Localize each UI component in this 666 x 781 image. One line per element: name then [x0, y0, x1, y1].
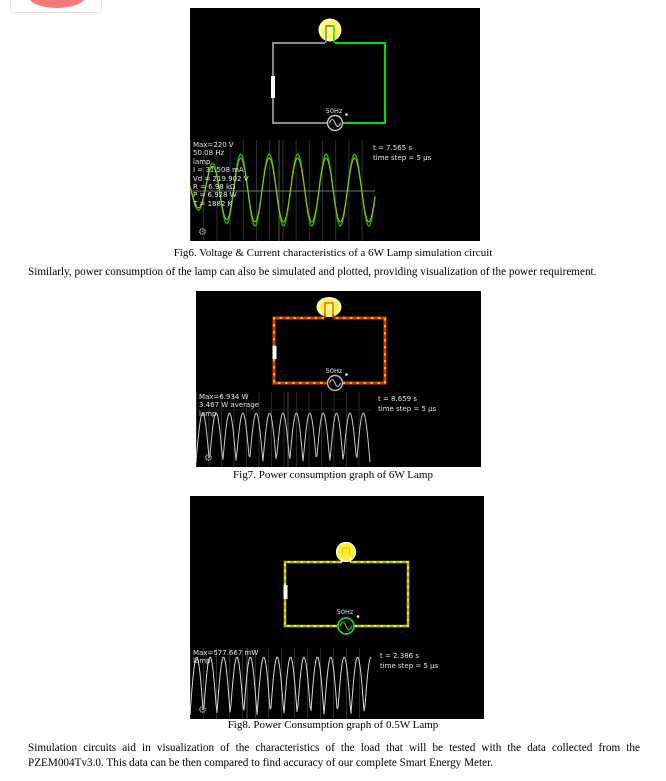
scope-readout-time: t = 7.565 s time step = 5 µs — [373, 144, 432, 162]
settings-gear-icon: ⚙ — [198, 705, 207, 716]
red-blob-icon — [29, 0, 85, 8]
clipped-red-button[interactable] — [10, 0, 102, 13]
fig7-circuit-graphic — [196, 291, 481, 467]
scope-readout-left: Max=220 V 50.08 Hz lamp I = 31.508 mA Vd = 219.902 V R = 6.98 kΩ P = 6.928 W T = 1882 K — [193, 141, 249, 208]
scope-readout-time: t = 2.386 s time step = 5 µs — [380, 652, 439, 670]
fig6-caption: Fig6. Voltage & Current characteristics of a 6W Lamp simulation circuit — [173, 247, 493, 259]
paragraph-power-simulation: Similarly, power consumption of the lamp can also be simulated and plotted, providing visualization of the power requirement. — [28, 266, 597, 278]
settings-gear-icon: ⚙ — [198, 227, 207, 238]
fig6-simulation-screenshot — [190, 8, 480, 241]
fig8-simulation-screenshot — [190, 496, 484, 719]
switch-closed — [273, 346, 277, 359]
scope-readout-left: Max=577.667 mW lamp — [193, 649, 259, 666]
scope-readout-time: t = 8.659 s time step = 5 µs — [378, 395, 437, 413]
fig7-caption: Fig7. Power consumption graph of 6W Lamp — [233, 469, 433, 481]
source-frequency-label: 50Hz — [325, 107, 343, 115]
source-frequency-label: 50Hz — [325, 367, 343, 375]
fig8-caption: Fig8. Power Consumption graph of 0.5W Lamp — [227, 719, 439, 731]
scope-readout-left: Max=6.934 W 3.467 W average lamp — [199, 393, 260, 418]
settings-gear-icon: ⚙ — [204, 453, 213, 464]
paragraph-conclusion: Simulation circuits aid in visualization of the characteristics of the load that will be tested with the data collected from the PZEM004Tv3.0. This data can be then compared to find accuracy of our complete Smart Energy Meter. — [28, 742, 640, 770]
switch-closed — [271, 76, 275, 98]
source-frequency-label: 50Hz — [336, 608, 354, 616]
fig7-simulation-screenshot — [196, 291, 481, 467]
lamp-icon — [337, 543, 356, 563]
switch-closed — [284, 585, 288, 599]
